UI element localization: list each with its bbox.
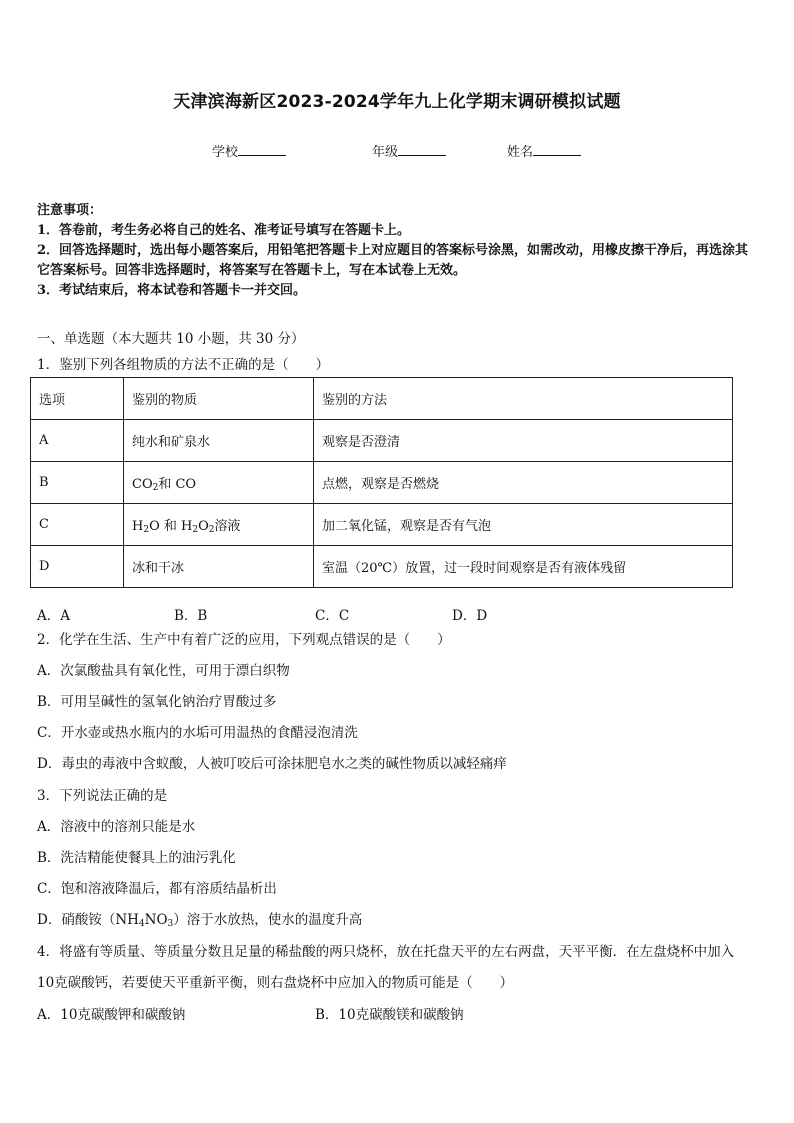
name-label: 姓名: [507, 145, 534, 160]
q1-option-c: C．C: [315, 608, 350, 624]
table-row: [31, 546, 733, 588]
formula-subscript: 3: [167, 919, 174, 929]
option-cell: D: [31, 546, 124, 588]
q1-option-d: D．D: [452, 608, 488, 624]
substance-cell: 冰和干冰: [124, 546, 314, 588]
formula-part: O 和 H: [149, 518, 193, 534]
method-cell: 点燃，观察是否燃烧: [314, 462, 733, 504]
formula-part: H: [132, 518, 144, 534]
q4-option-a: A．10克碳酸钾和碳酸钠: [37, 1007, 186, 1023]
option-cell: C: [31, 504, 124, 546]
substance-cell: 纯水和矿泉水: [124, 420, 314, 462]
q4-option-b: B．10克碳酸镁和碳酸钠: [315, 1007, 464, 1023]
q2-option-a: A．次氯酸盐具有氧化性，可用于漂白织物: [37, 663, 290, 679]
school-blank: [238, 143, 286, 156]
notes-heading: 注意事项：: [37, 203, 103, 218]
method-cell: 室温（20℃）放置，过一段时间观察是否有液体残留: [314, 546, 733, 588]
formula-subscript: 2: [192, 524, 199, 535]
formula-subscript: 2: [208, 524, 215, 535]
formula-part: O: [198, 518, 209, 534]
method-cell: 加二氧化锰，观察是否有气泡: [314, 504, 733, 546]
table-header-cell: 鉴别的物质: [124, 378, 314, 420]
q3-stem: 3．下列说法正确的是: [37, 788, 168, 804]
q2-option-b: B．可用呈碱性的氢氧化钠治疗胃酸过多: [37, 694, 277, 710]
table-row: [31, 462, 733, 504]
table-header-row: [31, 378, 733, 420]
formula-part: NO: [144, 912, 168, 928]
option-cell: A: [31, 420, 124, 462]
page-title: 天津滨海新区2023-2024学年九上化学期末调研模拟试题: [173, 92, 621, 112]
q1-stem: 1．鉴别下列各组物质的方法不正确的是（ ）: [37, 357, 330, 373]
q3-option-b: B．洗洁精能使餐具上的油污乳化: [37, 850, 236, 866]
q3-option-a: A．溶液中的溶剂只能是水: [37, 819, 196, 835]
option-cell: B: [31, 462, 124, 504]
notes-item-3: 3．考试结束后，将本试卷和答题卡一并交回。: [37, 283, 307, 298]
formula-subscript: 2: [152, 482, 159, 493]
grade-field: [372, 141, 446, 160]
grade-blank: [398, 143, 446, 156]
substance-cell: [124, 504, 314, 546]
method-cell: 观察是否澄清: [314, 420, 733, 462]
formula-part: D．硝酸铵（NH: [37, 912, 139, 928]
table-row: [31, 420, 733, 462]
q2-option-c: C．开水壶或热水瓶内的水垢可用温热的食醋浸泡清洗: [37, 725, 358, 741]
table-row: [31, 504, 733, 546]
formula-part: ）溶于水放热，使水的温度升高: [173, 912, 363, 928]
q2-option-d: D．毒虫的毒液中含蚁酸，人被叮咬后可涂抹肥皂水之类的碱性物质以减轻痛痒: [37, 756, 507, 772]
q1-table: [30, 377, 733, 588]
q1-option-b: B．B: [174, 608, 208, 624]
table-header-cell: 选项: [31, 378, 124, 420]
q3-option-d: [37, 908, 362, 929]
formula-part: 和 CO: [158, 476, 197, 492]
school-label: 学校: [212, 145, 239, 160]
table-header-cell: 鉴别的方法: [314, 378, 733, 420]
name-field: [507, 141, 581, 160]
section-heading: 一、单选题（本大题共 10 小题，共 30 分）: [37, 331, 305, 347]
formula-subscript: 2: [143, 524, 150, 535]
grade-label: 年级: [372, 145, 399, 160]
q2-stem: 2．化学在生活、生产中有着广泛的应用，下列观点错误的是（ ）: [37, 632, 451, 648]
formula-part: 溶液: [214, 518, 241, 534]
formula-part: CO: [132, 476, 153, 492]
q4-stem-line-1: 4．将盛有等质量、等质量分数且足量的稀盐酸的两只烧杯，放在托盘天平的左右两盘，天平平衡．在左盘烧杯中加入: [37, 944, 735, 960]
q4-stem-line-2: 10克碳酸钙，若要使天平重新平衡，则右盘烧杯中应加入的物质可能是（ ）: [37, 975, 514, 991]
notes-item-2: 2．回答选择题时，选出每小题答案后，用铅笔把答题卡上对应题目的答案标号涂黑，如需改动，用橡皮擦干净后，再选涂其它答案标号。回答非选择题时，将答案写在答题卡上，写在本试卷上无效。: [37, 243, 749, 278]
q1-option-a: A．A: [37, 608, 70, 624]
name-blank: [533, 143, 581, 156]
q3-option-c: C．饱和溶液降温后，都有溶质结晶析出: [37, 881, 277, 897]
substance-cell: [124, 462, 314, 504]
school-field: [212, 141, 286, 160]
formula-subscript: 4: [138, 919, 145, 929]
notes-item-1: 1．答卷前，考生务必将自己的姓名、准考证号填写在答题卡上。: [37, 223, 411, 238]
notes-block: [37, 201, 759, 301]
